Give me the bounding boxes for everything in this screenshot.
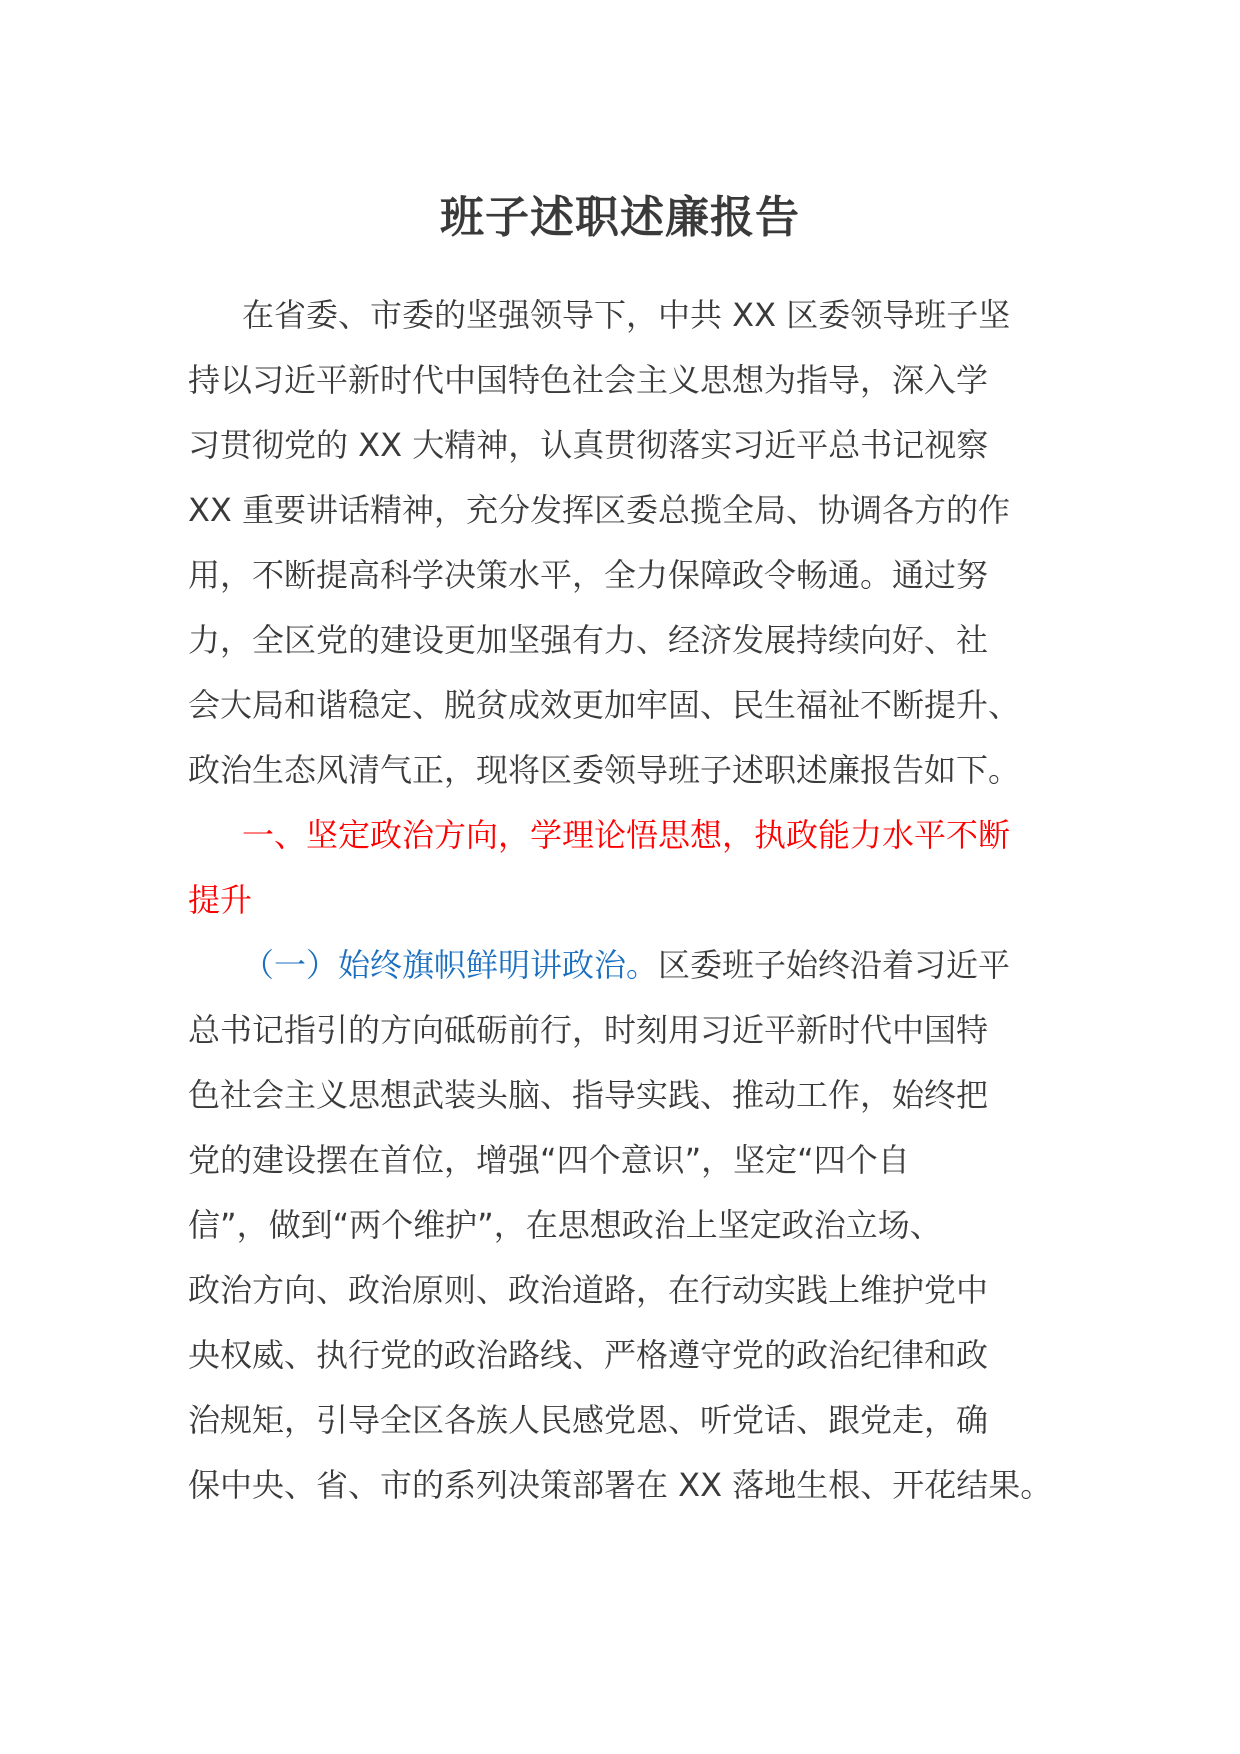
intro-line: 在省委、市委的坚强领导下，中共 XX 区委领导班子坚 [242, 296, 1011, 334]
subsection-line: 治规矩，引导全区各族人民感党恩、听党话、跟党走，确 [188, 1401, 989, 1439]
subsection-first-line [188, 933, 1058, 998]
subsection-line: 总书记指引的方向砥砺前行，时刻用习近平新时代中国特 [188, 1011, 989, 1049]
subsection-line: 政治方向、政治原则、政治道路，在行动实践上维护党中 [188, 1271, 989, 1309]
subsection-line: 央权威、执行党的政治路线、严格遵守党的政治纪律和政 [188, 1336, 989, 1374]
intro-line: 政治生态风清气正，现将区委领导班子述职述廉报告如下。 [188, 751, 1021, 789]
section-heading-line: 提升 [188, 881, 253, 919]
intro-line: 持以习近平新时代中国特色社会主义思想为指导，深入学 [188, 361, 989, 399]
section-heading-line: 一、坚定政治方向，学理论悟思想，执政能力水平不断 [242, 816, 1011, 854]
intro-line: 力，全区党的建设更加坚强有力、经济发展持续向好、社 [188, 621, 989, 659]
subsection-first-line-text: 区委班子始终沿着习近平 [658, 946, 1011, 984]
subsection-line: 党的建设摆在首位，增强“四个意识”，坚定“四个自 [188, 1141, 910, 1179]
subsection-line: 保中央、省、市的系列决策部署在 XX 落地生根、开花结果。 [188, 1466, 1053, 1504]
subsection-line: 信”，做到“两个维护”，在思想政治上坚定政治立场、 [188, 1206, 942, 1244]
document-body [188, 283, 1058, 1518]
subsection-label: （一）始终旗帜鲜明讲政治。 [242, 946, 659, 984]
intro-line: 会大局和谐稳定、脱贫成效更加牢固、民生福祉不断提升、 [188, 686, 1021, 724]
subsection-line: 色社会主义思想武装头脑、指导实践、推动工作，始终把 [188, 1076, 989, 1114]
intro-line: 用，不断提高科学决策水平，全力保障政令畅通。通过努 [188, 556, 989, 594]
intro-line: 习贯彻党的 XX 大精神，认真贯彻落实习近平总书记视察 [188, 426, 989, 464]
intro-line: XX 重要讲话精神，充分发挥区委总揽全局、协调各方的作 [188, 491, 1011, 529]
document-title: 班子述职述廉报告 [440, 192, 800, 243]
